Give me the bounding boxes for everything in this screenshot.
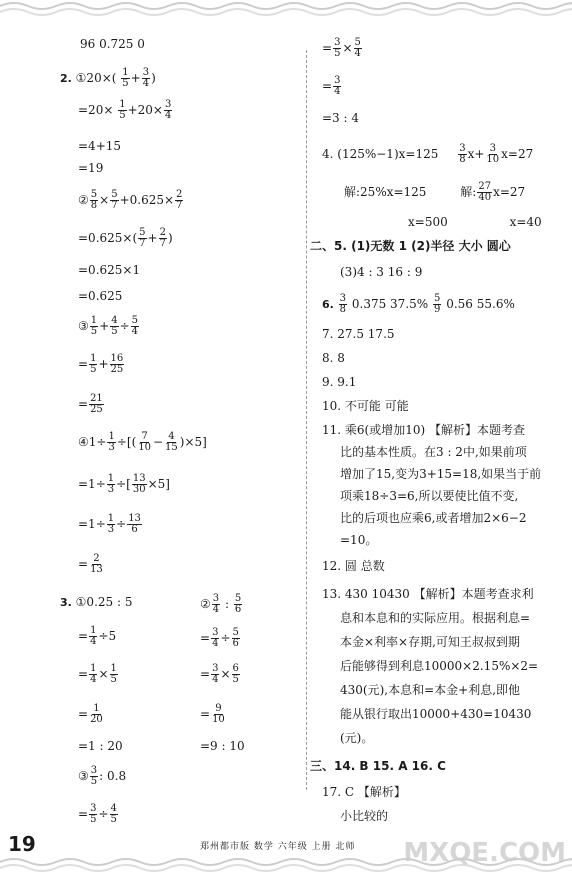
frac: $\frac{1}{5}$ bbox=[110, 663, 117, 685]
q2-line-c: =4+15 bbox=[78, 139, 122, 153]
frac: $\frac{3}{5}$ bbox=[90, 803, 97, 825]
q3-line-d bbox=[78, 704, 105, 725]
frac: $\frac{3}{4}$ bbox=[212, 627, 219, 649]
q6-label: 6. bbox=[322, 298, 334, 311]
q8-line: 8. 8 bbox=[322, 351, 345, 365]
q2-line-h: =0.625 bbox=[78, 289, 123, 303]
q2-line-m: =1÷ $\frac{1}{3}$ ÷[ $\frac{13}{30}$ ×5] bbox=[78, 473, 170, 495]
frac: $\frac{3}{5}$ bbox=[334, 37, 341, 59]
eq: = bbox=[200, 631, 211, 645]
circled-3: ③ bbox=[78, 769, 89, 783]
right-line-1: = $\frac{3}{5}$ × $\frac{5}{4}$ bbox=[322, 37, 361, 59]
frac: $\frac{5}{4}$ bbox=[354, 37, 361, 59]
frac: $\frac{2}{7}$ bbox=[159, 227, 166, 249]
frac: $\frac{4}{15}$ bbox=[165, 431, 178, 453]
q4d-text: 解: bbox=[460, 185, 477, 199]
q2-label: 2. bbox=[60, 72, 72, 85]
eq: = bbox=[200, 667, 211, 681]
q3-line-f bbox=[78, 766, 126, 787]
frac: $\frac{5}{6}$ bbox=[232, 627, 239, 649]
eq: =1÷ bbox=[78, 517, 106, 531]
eq: = bbox=[78, 357, 89, 371]
frac: $\frac{5}{7}$ bbox=[111, 189, 118, 211]
eq: = bbox=[78, 397, 89, 411]
circled-2: ② bbox=[78, 193, 89, 207]
q9-line: 9. 9.1 bbox=[322, 375, 357, 389]
q10-line: 10. 不可能 可能 bbox=[322, 399, 409, 413]
q2-line-a: 2. ①20×( $\frac{1}{5}$ + $\frac{3}{4}$ ) bbox=[60, 67, 156, 89]
q4-line-3 bbox=[408, 216, 542, 229]
frac: $\frac{1}{3}$ bbox=[107, 513, 115, 535]
q2-line-j: = $\frac{1}{5}$ + $\frac{16}{25}$ bbox=[78, 353, 124, 375]
frac: $\frac{5}{4}$ bbox=[131, 315, 139, 337]
q11f-line: =10。 bbox=[340, 533, 378, 547]
section-2b: (3)4 : 3 16 : 9 bbox=[340, 265, 423, 279]
watermark: MXQE.COM bbox=[403, 838, 566, 868]
top-wavy-border bbox=[0, 0, 572, 22]
q12-line: 12. 圆 总数 bbox=[322, 559, 385, 573]
page-number: 19 bbox=[8, 832, 36, 856]
bottom-wavy-border bbox=[0, 852, 572, 874]
q3-line-c: = $\frac{1}{4}$ × $\frac{1}{5}$ bbox=[78, 663, 117, 685]
q13f-line: 能从银行取出10000+430=10430 bbox=[340, 707, 532, 721]
column-divider bbox=[306, 50, 307, 790]
q2-line-i: ③ $\frac{1}{5}$ + $\frac{4}{5}$ ÷ $\frac{5}{4}$ bbox=[78, 315, 139, 337]
eq: =1÷ bbox=[78, 477, 106, 491]
answer-page bbox=[22, 22, 554, 840]
q2f-text: =0.625×( bbox=[78, 231, 138, 245]
q11d-line: 项乘18÷3=6,所以要使比值不变, bbox=[340, 489, 519, 503]
frac: $\frac{4}{5}$ bbox=[110, 803, 117, 825]
q13e-line: 430(元),本息和=本金+利息,即他 bbox=[340, 683, 521, 697]
q17-line: 17. C 【解析】 bbox=[322, 785, 406, 799]
frac: $\frac{3}{4}$ bbox=[212, 663, 219, 685]
q11e-line: 比的后项也应乘6,或者增加2×6−2 bbox=[340, 511, 527, 525]
q6-line bbox=[322, 294, 515, 315]
q13g-line: (元)。 bbox=[340, 731, 374, 745]
q2-line-e: ② $\frac{5}{8}$ × $\frac{5}{7}$ +0.625× $\frac{2}{7}$ bbox=[78, 189, 183, 211]
frac: $\frac{1}{5}$ bbox=[90, 353, 97, 375]
frac: $\frac{1}{4}$ bbox=[90, 625, 97, 647]
q3-line-e: =1 : 20 bbox=[78, 739, 123, 753]
frac: $\frac{1}{5}$ bbox=[119, 99, 126, 121]
q13b-line: 息和本息和的实际应用。根据利息= bbox=[340, 611, 531, 625]
q3a-text: ①0.25 : 5 bbox=[75, 595, 133, 609]
q2a-text: ①20×( bbox=[75, 71, 117, 85]
q11-line: 11. 乘6(或增加10) 【解析】本题考查 bbox=[322, 423, 525, 437]
q2-line-l: ④1÷ $\frac{1}{3}$ ÷[( $\frac{7}{10}$ − $\frac{4}{15}$ )×5] bbox=[78, 431, 207, 453]
frac: $\frac{1}{3}$ bbox=[107, 473, 115, 495]
eq: = bbox=[322, 79, 333, 93]
frac: $\frac{1}{4}$ bbox=[90, 663, 97, 685]
r3-line-a: ② $\frac{3}{4}$ : $\frac{5}{6}$ bbox=[200, 593, 242, 615]
eq: = bbox=[78, 557, 89, 571]
frac: $\frac{3}{4}$ bbox=[212, 593, 220, 615]
frac: $\frac{6}{5}$ bbox=[232, 663, 239, 685]
frac-3-4: $\frac{3}{4}$ bbox=[142, 67, 150, 89]
right-line-3: =3 : 4 bbox=[322, 111, 359, 125]
frac: $\frac{9}{10}$ bbox=[212, 703, 225, 725]
q4-line: 4. (125%−1)x=125 $\frac{3}{8}$ x+ $\frac{3}{10}$ x=27 bbox=[322, 143, 534, 165]
eq: = bbox=[200, 707, 211, 721]
frac: $\frac{27}{40}$ bbox=[478, 181, 492, 203]
frac: $\frac{3}{4}$ bbox=[164, 99, 172, 121]
q11b-line: 比的基本性质。在3 : 2中,如果前项 bbox=[340, 445, 527, 459]
eq: = bbox=[78, 807, 89, 821]
frac: $\frac{21}{25}$ bbox=[90, 393, 103, 415]
q4c-text: 解:25%x=125 bbox=[344, 185, 427, 199]
frac: $\frac{1}{20}$ bbox=[90, 703, 103, 725]
q2-line-b: =20× $\frac{1}{5}$ +20× $\frac{3}{4}$ bbox=[78, 99, 172, 121]
q3-line-h: = $\frac{3}{5}$ ÷ $\frac{4}{5}$ bbox=[78, 803, 117, 825]
frac: $\frac{5}{9}$ bbox=[434, 293, 441, 315]
r3-line-b: = $\frac{3}{4}$ ÷ $\frac{5}{6}$ bbox=[200, 627, 239, 649]
q6b-text: 0.375 37.5% bbox=[351, 297, 429, 311]
q2-line-o bbox=[78, 554, 105, 575]
r3-line-c: = $\frac{3}{4}$ × $\frac{6}{5}$ bbox=[200, 663, 239, 685]
q11c-line: 增加了15,变为3+15=18,如果当于前 bbox=[340, 467, 542, 481]
q2-line-g: =0.625×1 bbox=[78, 263, 141, 277]
eq: = bbox=[322, 41, 333, 55]
q13-line: 13. 430 10430 【解析】本题考查求利 bbox=[322, 587, 534, 601]
q17b-line: 小比较的 bbox=[340, 809, 389, 823]
q7-line: 7. 27.5 17.5 bbox=[322, 327, 395, 341]
q3-line-a bbox=[60, 596, 132, 609]
circled-3: ③ bbox=[78, 319, 89, 333]
q13c-line: 本金×利率×存期,可知王叔叔到期 bbox=[340, 635, 520, 649]
q4-line-2 bbox=[344, 182, 525, 203]
section-2: 二、5. (1)无数 1 (2)半径 大小 圆心 bbox=[310, 239, 511, 253]
frac: $\frac{5}{7}$ bbox=[139, 227, 146, 249]
r3-line-e: =9 : 10 bbox=[200, 739, 245, 753]
frac: $\frac{1}{3}$ bbox=[108, 431, 115, 453]
frac: $\frac{16}{25}$ bbox=[110, 353, 124, 375]
line-1: 96 0.725 0 bbox=[80, 37, 145, 51]
circled-2: ② bbox=[200, 597, 211, 611]
frac: $\frac{3}{5}$ bbox=[90, 765, 98, 787]
frac: $\frac{3}{8}$ bbox=[339, 293, 347, 315]
frac: $\frac{5}{8}$ bbox=[90, 189, 98, 211]
q2b-text: =20× bbox=[78, 103, 114, 117]
frac: $\frac{3}{8}$ bbox=[459, 143, 466, 165]
frac: $\frac{1}{5}$ bbox=[90, 315, 98, 337]
q4-text: 4. (125%−1)x=125 bbox=[322, 147, 439, 161]
r3-line-d bbox=[200, 704, 227, 725]
section-3: 三、14. B 15. A 16. C bbox=[310, 759, 446, 773]
frac: $\frac{13}{6}$ bbox=[128, 513, 141, 535]
q3-label: 3. bbox=[60, 596, 72, 609]
right-line-2 bbox=[322, 76, 342, 97]
eq: = bbox=[78, 707, 89, 721]
circled-4: ④1÷ bbox=[78, 435, 107, 449]
q4g-text: x=40 bbox=[509, 215, 542, 229]
q13d-line: 后能够得到利息10000×2.15%×2= bbox=[340, 659, 539, 673]
frac: $\frac{13}{30}$ bbox=[132, 473, 146, 495]
frac: $\frac{7}{10}$ bbox=[138, 431, 151, 453]
frac: $\frac{5}{6}$ bbox=[234, 593, 242, 615]
q6c-text: 0.56 55.6% bbox=[446, 297, 515, 311]
frac: $\frac{3}{4}$ bbox=[334, 75, 341, 97]
q4e-text: x=27 bbox=[493, 185, 526, 199]
q4b-text: x=27 bbox=[501, 147, 534, 161]
frac: $\frac{2}{13}$ bbox=[90, 553, 103, 575]
q2-line-f: =0.625×( $\frac{5}{7}$ + $\frac{2}{7}$ ) bbox=[78, 227, 173, 249]
eq: = bbox=[78, 667, 89, 681]
q3-line-b: = $\frac{1}{4}$ ÷5 bbox=[78, 625, 117, 647]
q4f-text: x=500 bbox=[408, 215, 448, 229]
frac: $\frac{4}{5}$ bbox=[111, 315, 118, 337]
q2-line-k bbox=[78, 394, 105, 415]
frac: $\frac{3}{10}$ bbox=[486, 143, 500, 165]
footer-text: 郑州都市版 数学 六年级 上册 北师 bbox=[200, 842, 356, 852]
frac-1-5: $\frac{1}{5}$ bbox=[122, 67, 129, 89]
q2-line-n: =1÷ $\frac{1}{3}$ ÷ $\frac{13}{6}$ bbox=[78, 513, 141, 535]
eq: = bbox=[78, 629, 89, 643]
q2-line-d: =19 bbox=[78, 161, 104, 175]
q3g-text: : 0.8 bbox=[99, 769, 127, 783]
frac: $\frac{2}{7}$ bbox=[176, 189, 183, 211]
